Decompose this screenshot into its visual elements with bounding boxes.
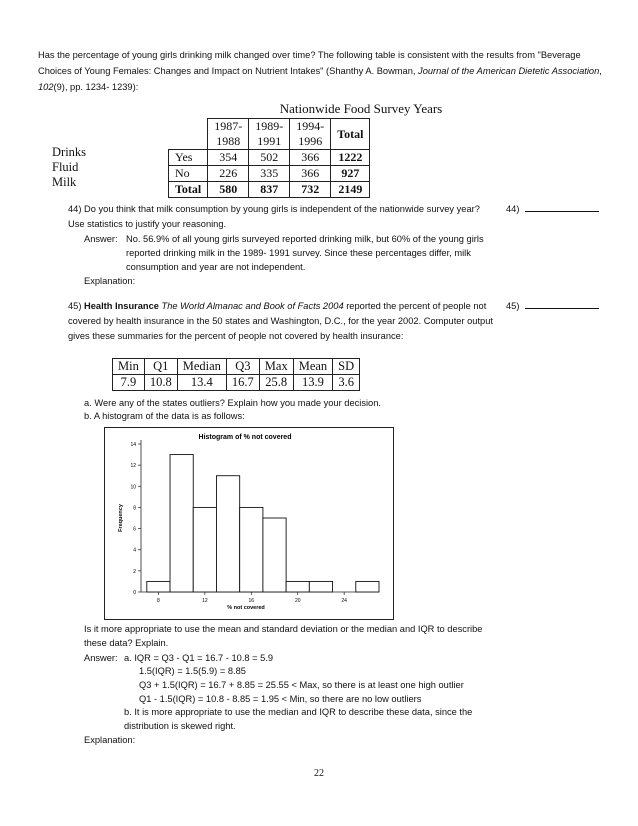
source-title: The World Almanac and Book of Facts 2004 xyxy=(161,301,344,311)
histogram-bar xyxy=(147,581,170,592)
answer-blank-44[interactable]: 44) xyxy=(506,204,599,214)
histogram-bar xyxy=(263,518,286,592)
question-number: 44) xyxy=(68,204,82,214)
y-tick-label: 14 xyxy=(130,442,136,448)
answer-a3: Q3 + 1.5(IQR) = 16.7 + 8.85 = 25.55 < Max, so there is at least one high outlier xyxy=(139,680,464,690)
answer-a4: Q1 - 1.5(IQR) = 10.8 - 8.85 = 1.95 < Min, so there are no low outliers xyxy=(139,694,422,704)
survey-row: Yes 354 502 366 1222 xyxy=(169,150,370,166)
histogram-bar xyxy=(286,581,309,592)
answer-blank-line xyxy=(525,308,599,309)
answer-label-44: Answer: xyxy=(84,234,118,244)
histogram-bar xyxy=(170,455,193,592)
x-tick-label: 8 xyxy=(157,598,160,604)
survey-row: No 226 335 366 927 xyxy=(169,166,370,182)
histogram-bar xyxy=(216,476,239,592)
question-number: 45) xyxy=(68,301,82,311)
chart-title: Histogram of % not covered xyxy=(198,434,292,441)
survey-table xyxy=(168,118,370,198)
y-tick-label: 4 xyxy=(133,547,136,554)
intro-paragraph xyxy=(38,47,608,95)
journal-volume: 102 xyxy=(38,82,54,92)
histogram-svg xyxy=(105,428,393,619)
answer-blank-line xyxy=(525,211,599,212)
survey-header: 1987-1988 xyxy=(208,119,249,150)
survey-header: 1989-1991 xyxy=(249,119,290,150)
x-tick-label: 24 xyxy=(341,598,347,604)
answer-text-44: No. 56.9% of all young girls surveyed reported drinking milk, but 60% of the young girls reported drinking milk in the 1989- 1991 survey. Since these percentages differ, milk consumption and year are not independent. xyxy=(126,234,484,272)
answer-b: b. It is more appropriate to use the median and IQR to describe these data, since the distribution is skewed right. xyxy=(124,707,473,731)
y-tick-label: 2 xyxy=(133,568,136,575)
x-tick-label: 16 xyxy=(248,598,255,604)
stats-header-row: Min Q1 Median Q3 Max Mean SD xyxy=(113,359,360,375)
question-44 xyxy=(68,202,498,232)
stats-value-row: 7.9 10.8 13.4 16.7 25.8 13.9 3.6 xyxy=(113,375,360,391)
x-axis-label: % not covered xyxy=(227,605,265,611)
explanation-label-44: Explanation: xyxy=(84,276,136,286)
histogram-bar xyxy=(356,581,379,592)
explanation-label-45: Explanation: xyxy=(84,735,136,745)
part-a: a. Were any of the states outliers? Explain how you made your decision. xyxy=(84,398,381,408)
question-text: reported the percent of people not covered by health insurance in the 50 states and Washington, D.C., for the year 2002. Computer output gives these summaries for the percent of people not covered by health insurance: xyxy=(68,301,493,341)
y-tick-label: 0 xyxy=(133,590,136,596)
survey-header: Total xyxy=(331,119,370,150)
x-tick-label: 12 xyxy=(202,598,208,604)
answer-a2: 1.5(IQR) = 1.5(5.9) = 8.85 xyxy=(139,666,246,676)
histogram xyxy=(104,427,394,620)
survey-row-label: Drinks Fluid Milk xyxy=(52,145,87,189)
histogram-bar xyxy=(309,581,332,592)
survey-total-row: Total 580 837 732 2149 xyxy=(169,182,370,198)
question-45 xyxy=(68,299,498,344)
journal-name: Journal of the American Dietetic Association xyxy=(418,66,600,76)
question-text: Do you think that milk consumption by young girls is independent of the nationwide survey year? Use statistics to justify your reasoning. xyxy=(68,204,480,229)
part-b: b. A histogram of the data is as follows: xyxy=(84,411,245,421)
question-title: Health Insurance xyxy=(84,301,159,311)
histogram-bar xyxy=(193,507,216,592)
y-tick-label: 10 xyxy=(130,484,136,491)
intro-pages: (9), pp. 1234- 1239): xyxy=(53,82,139,92)
stats-table xyxy=(112,358,360,391)
y-tick-label: 8 xyxy=(133,505,136,512)
intro-comma: , xyxy=(599,66,602,76)
answer-label-45: Answer: xyxy=(84,653,118,663)
y-axis-label: Frequency xyxy=(118,504,124,532)
answer-a1: a. IQR = Q3 - Q1 = 16.7 - 10.8 = 5.9 xyxy=(124,653,274,663)
survey-header-row xyxy=(169,119,370,150)
y-tick-label: 12 xyxy=(130,463,136,470)
answer-blank-45[interactable]: 45) xyxy=(506,301,599,311)
follow-up-question: Is it more appropriate to use the mean and standard deviation or the median and IQR to describe these data? Explain. xyxy=(84,624,483,648)
page-number: 22 xyxy=(314,768,324,779)
intro-text: Has the percentage of young girls drinking milk changed over time? The following table is consistent with the results from "Beverage Choices of Young Females: Changes and Impact on Nutrient Intakes" (Shanthy A. Bowman, xyxy=(38,50,581,76)
survey-caption: Nationwide Food Survey Years xyxy=(279,101,443,116)
x-tick-label: 20 xyxy=(294,598,301,604)
histogram-bar xyxy=(240,507,263,592)
survey-header: 1994-1996 xyxy=(290,119,331,150)
y-tick-label: 6 xyxy=(133,526,136,533)
